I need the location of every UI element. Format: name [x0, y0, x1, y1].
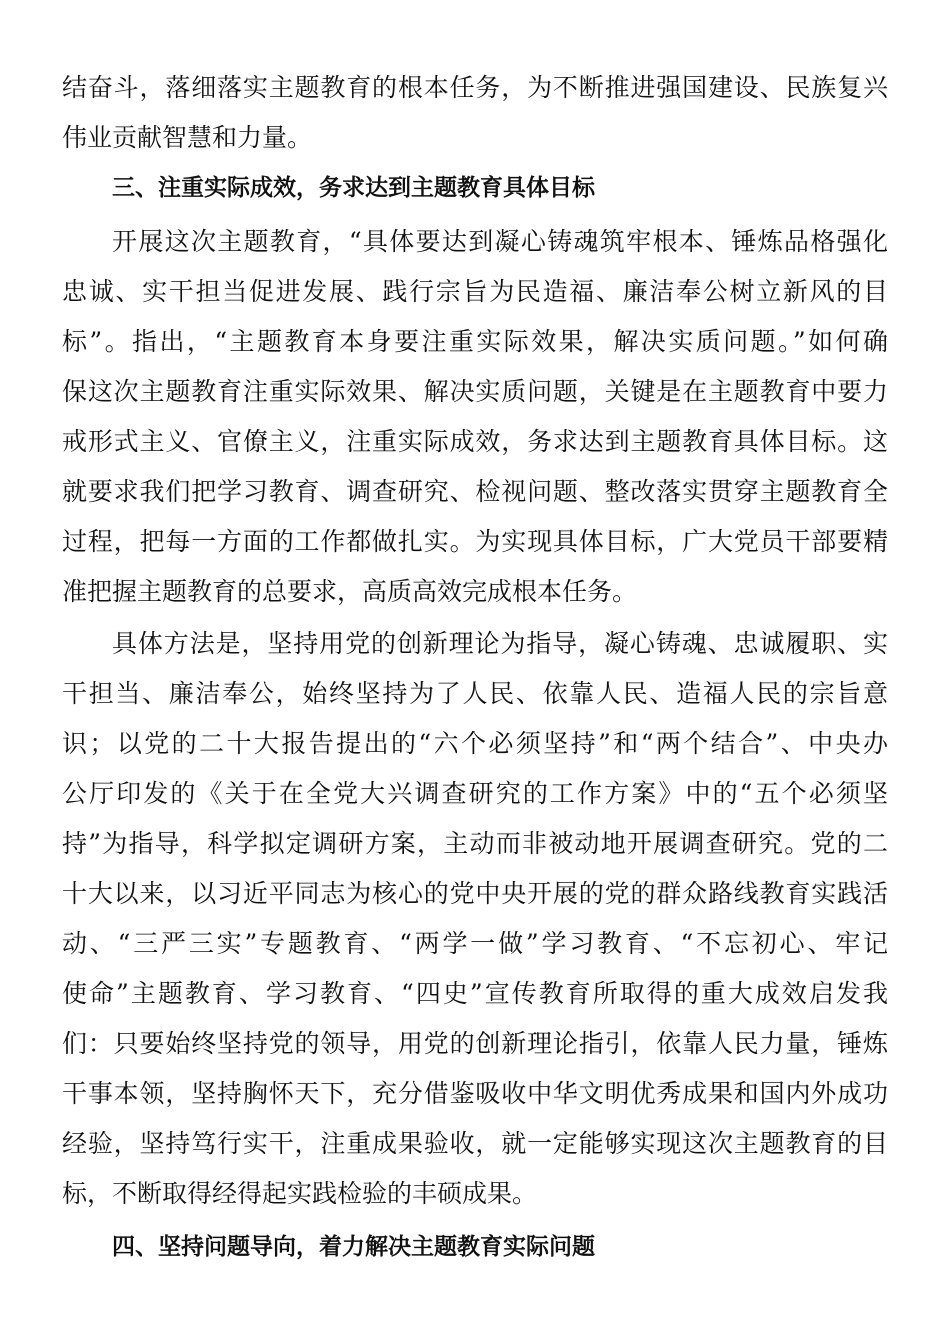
paragraph-3-line-2: 干担当、廉洁奉公，始终坚持为了人民、依靠人民、造福人民的宗旨意 — [62, 679, 888, 708]
paragraph-2-line-7: 过程，把每一方面的工作都做扎实。为实现具体目标，广大党员干部要精 — [62, 527, 888, 556]
paragraph-2-line-3: 标”。指出，“主题教育本身要注重实际效果，解决实质问题。”如何确 — [62, 327, 888, 356]
paragraph-2-line-6: 就要求我们把学习教育、调查研究、检视问题、整改落实贯穿主题教育全 — [62, 477, 888, 506]
paragraph-2-line-1: 开展这次主题教育，“具体要达到凝心铸魂筑牢根本、锤炼品格强化 — [112, 227, 888, 256]
paragraph-3-line-11: 经验，坚持笃行实干，注重成果验收，就一定能够实现这次主题教育的目 — [62, 1129, 888, 1158]
paragraph-3-line-12: 标，不断取得经得起实践检验的丰硕成果。 — [62, 1179, 538, 1208]
paragraph-1-line-1: 结奋斗，落细落实主题教育的根本任务，为不断推进强国建设、民族复兴 — [62, 73, 888, 102]
paragraph-3-line-10: 干事本领，坚持胸怀天下，充分借鉴吸收中华文明优秀成果和国内外成功 — [62, 1079, 888, 1108]
section-heading-3: 三、注重实际成效，务求达到主题教育具体目标 — [112, 175, 595, 201]
paragraph-2-line-8: 准把握主题教育的总要求，高质高效完成根本任务。 — [62, 577, 638, 606]
paragraph-3-line-8: 使命”主题教育、学习教育、“四史”宣传教育所取得的重大成效启发我 — [62, 979, 888, 1008]
paragraph-2-line-2: 忠诚、实干担当促进发展、践行宗旨为民造福、廉洁奉公树立新风的目 — [62, 277, 888, 306]
paragraph-3-line-1: 具体方法是，坚持用党的创新理论为指导，凝心铸魂、忠诚履职、实 — [112, 629, 888, 658]
paragraph-3-line-7: 动、“三严三实”专题教育、“两学一做”学习教育、“不忘初心、牢记 — [62, 929, 888, 958]
paragraph-3-line-5: 持”为指导，科学拟定调研方案，主动而非被动地开展调查研究。党的二 — [62, 829, 888, 858]
paragraph-3-line-6: 十大以来，以习近平同志为核心的党中央开展的党的群众路线教育实践活 — [62, 879, 888, 908]
paragraph-3-line-3: 识；以党的二十大报告提出的“六个必须坚持”和“两个结合”、中央办 — [62, 729, 888, 758]
paragraph-2-line-4: 保这次主题教育注重实际效果、解决实质问题，关键是在主题教育中要力 — [62, 377, 888, 406]
paragraph-3-line-4: 公厅印发的《关于在全党大兴调查研究的工作方案》中的“五个必须坚 — [62, 779, 888, 808]
paragraph-1-line-2: 伟业贡献智慧和力量。 — [62, 123, 313, 152]
paragraph-3-line-9: 们：只要始终坚持党的领导，用党的创新理论指引，依靠人民力量，锤炼 — [62, 1029, 888, 1058]
paragraph-2-line-5: 戒形式主义、官僚主义，注重实际成效，务求达到主题教育具体目标。这 — [62, 427, 888, 456]
section-heading-4: 四、坚持问题导向，着力解决主题教育实际问题 — [112, 1234, 595, 1260]
